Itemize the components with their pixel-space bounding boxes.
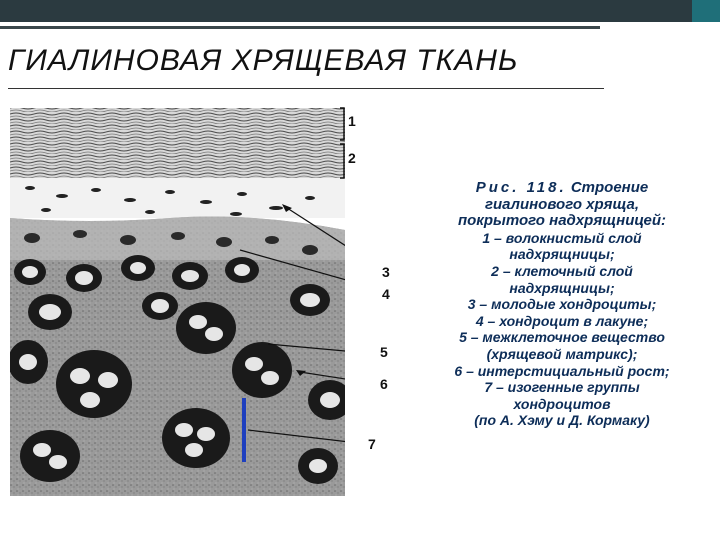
caption-line: хондроцитов [513, 395, 611, 412]
figure-label-7: 7 [368, 436, 376, 452]
title-underline [8, 88, 604, 89]
caption-line: (хрящевой матрикс); [486, 345, 638, 362]
caption-line: надхрящницы; [509, 279, 615, 296]
top-rule [0, 26, 600, 29]
figure-label-5: 5 [380, 344, 388, 360]
figure-label-4: 4 [382, 286, 390, 302]
caption-title-line-2: гиалинового хряща, [484, 195, 640, 213]
caption-line: надхрящницы; [509, 246, 615, 263]
cartilage-illustration [10, 100, 345, 496]
caption-line: 4 – хондроцит в лакуне; [475, 312, 649, 329]
figure-caption [416, 180, 708, 429]
caption-title-line-1: Строение [570, 179, 649, 196]
caption-line: 5 – межклеточное вещество [459, 329, 665, 346]
caption-line: 3 – молодые хондроциты; [467, 296, 657, 313]
top-bar-dark [0, 0, 720, 22]
top-bar-accent [692, 0, 720, 22]
figure-label-6: 6 [380, 376, 388, 392]
top-bar [0, 0, 720, 22]
fibrous-layer [10, 108, 345, 178]
cellular-layer [10, 178, 345, 218]
slide-title: ГИАЛИНОВАЯ ХРЯЩЕВАЯ ТКАНЬ [8, 44, 519, 77]
figure-label-3: 3 [382, 264, 390, 280]
caption-line: 1 – волокнистый слой [482, 229, 642, 246]
caption-line: 6 – интерстициальный рост; [454, 362, 670, 379]
figure-label-2: 2 [348, 150, 356, 166]
caption-heading [416, 180, 708, 197]
caption-title-line-3: покрытого надхрящницей: [457, 212, 667, 230]
caption-line: 7 – изогенные группы [484, 379, 640, 396]
caption-line: 2 – клеточный слой [491, 262, 633, 279]
caption-fig-label: Рис. 118. [475, 179, 567, 196]
figure-label-1: 1 [348, 113, 356, 129]
caption-source: (по А. Хэму и Д. Кормаку) [474, 412, 650, 429]
